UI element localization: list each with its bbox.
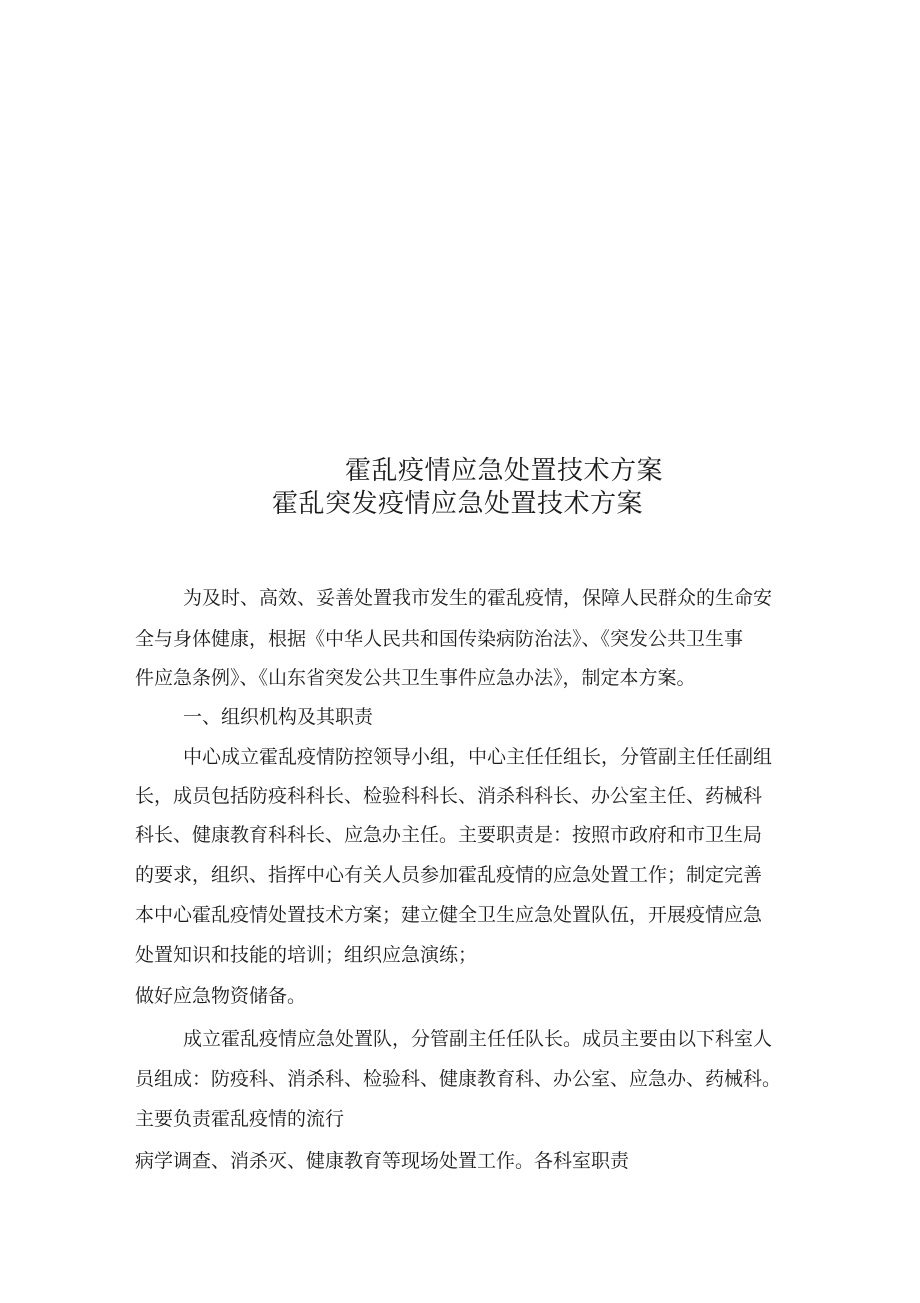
- paragraph-line: 病学调查、消杀灭、健康教育等现场处置工作。各科室职责: [135, 1150, 630, 1172]
- paragraph-line: 为及时、高效、妥善处置我市发生的霍乱疫情，保障人民群众的生命安: [183, 587, 773, 609]
- paragraph-line: 长，成员包括防疫科科长、检验科科长、消杀科科长、办公室主任、药械科: [135, 785, 763, 807]
- paragraph-line: 做好应急物资储备。: [135, 985, 307, 1007]
- section-heading: 一、组织机构及其职责: [183, 706, 374, 728]
- paragraph-line: 成立霍乱疫情应急处置队，分管副主任任队长。成员主要由以下科室人: [183, 1028, 773, 1050]
- paragraph-line: 处置知识和技能的培训；组织应急演练；: [135, 944, 478, 966]
- paragraph-line: 主要负责霍乱疫情的流行: [135, 1108, 345, 1130]
- document-title: 霍乱疫情应急处置技术方案: [345, 456, 664, 486]
- paragraph-line: 件应急条例》、《山东省突发公共卫生事件应急办法》，制定本方案。: [135, 667, 696, 689]
- paragraph-line: 中心成立霍乱疫情防控领导小组，中心主任任组长，分管副主任任副组: [183, 746, 773, 768]
- paragraph-line: 的要求，组织、指挥中心有关人员参加霍乱疫情的应急处置工作；制定完善: [135, 864, 763, 886]
- document-subtitle: 霍乱突发疫情应急处置技术方案: [272, 489, 644, 519]
- paragraph-line: 科长、健康教育科科长、应急办主任。主要职责是：按照市政府和市卫生局: [135, 824, 763, 846]
- paragraph-line: 本中心霍乱疫情处置技术方案；建立健全卫生应急处置队伍，开展疫情应急: [135, 904, 763, 926]
- paragraph-line: 全与身体健康，根据《中华人民共和国传染病防治法》、《突发公共卫生事: [135, 628, 744, 650]
- paragraph-line: 员组成：防疫科、消杀科、检验科、健康教育科、办公室、应急办、药械科。: [135, 1068, 782, 1090]
